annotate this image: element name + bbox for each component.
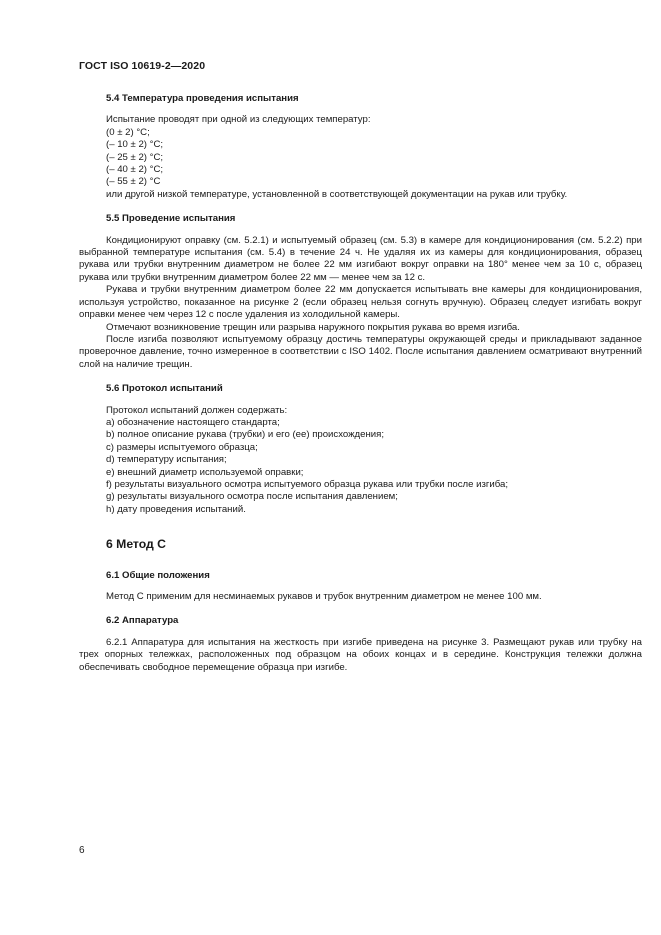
temperature-item: (– 25 ± 2) °C; — [106, 151, 164, 163]
list-item: h) дату проведения испытаний. — [106, 503, 246, 515]
list-item: d) температуру испытания; — [106, 454, 227, 466]
section-heading: 5.4 Температура проведения испытания — [106, 93, 299, 104]
temperature-item: (0 ± 2) °C; — [106, 126, 150, 138]
temperature-item: (– 55 ± 2) °C — [106, 176, 161, 188]
section-heading: 6.2 Аппаратура — [106, 615, 179, 627]
section-5-6 — [79, 383, 642, 516]
section-5-5 — [79, 213, 642, 371]
paragraph: 6.2.1 Аппаратура для испытания на жесткость при изгибе приведена на рисунке 3. Размещают рукав или трубку на трех опорных тележках, расположенных под образцом на обоих концах и в середине. Конструкция тележки должна обеспечивать свободное перемещение образца при изгибе. — [79, 636, 642, 673]
temperature-item: (– 10 ± 2) °C; — [106, 139, 164, 151]
paragraph: Кондиционируют оправку (см. 5.2.1) и испытуемый образец (см. 5.3) в камере для кондиционирования (см. 5.2.2) при выбранной температуре испытания (см. 5.4) в течение 24 ч. Не удаляя их из камеры для кондиционирования, образец рукава или трубки внутренним диаметром не более 22 мм изгибают вокруг оправки на 180° менее чем за 10 с, образец рукава или трубки внутренним диаметром более 22 мм — менее чем за 12 с. — [79, 234, 642, 283]
document-body — [79, 93, 642, 686]
section-6-1 — [79, 570, 642, 604]
section-heading: 5.5 Проведение испытания — [106, 213, 236, 225]
page-number: 6 — [79, 845, 85, 856]
paragraph: После изгиба позволяют испытуемому образцу достичь температуры окружающей среды и прикладывают заданное проверочное давление, точно измеренное в соответствии с ISO 1402. После испытания давлением осматривают внутренний слой на наличие трещин. — [79, 333, 642, 370]
section-6-2 — [79, 615, 642, 674]
list-item: g) результаты визуального осмотра после испытания давлением; — [106, 491, 398, 503]
temperature-item: (– 40 ± 2) °C; — [106, 164, 164, 176]
list-item: e) внешний диаметр используемой оправки; — [106, 466, 304, 478]
paragraph: Метод С применим для несминаемых рукавов и трубок внутренним диаметром не менее 100 мм. — [106, 591, 542, 602]
list-item: c) размеры испытуемого образца; — [106, 441, 258, 453]
paragraph: Отмечают возникновение трещин или разрыва наружного покрытия рукава во время изгиба. — [106, 321, 520, 333]
standard-header: ГОСТ ISO 10619-2—2020 — [79, 60, 206, 72]
section-heading: 6.1 Общие положения — [106, 569, 210, 581]
list-item: a) обозначение настоящего стандарта; — [106, 416, 280, 428]
section-5-4 — [79, 93, 642, 201]
section-heading: 5.6 Протокол испытаний — [106, 383, 223, 395]
list-item: b) полное описание рукава (трубки) и его (ее) происхождения; — [106, 429, 385, 441]
paragraph: или другой низкой температуре, установленной в соответствующей документации на рукав или трубку. — [106, 188, 568, 200]
list-item: f) результаты визуального осмотра испытуемого образца рукава или трубки после изгиба; — [106, 478, 509, 490]
chapter-heading: 6 Метод С — [106, 537, 166, 552]
paragraph: Рукава и трубки внутренним диаметром более 22 мм допускается испытывать вне камеры для кондиционирования, используя устройство, показанное на рисунке 2 (если образец нельзя согнуть вручную). Образец следует изгибать вокруг оправки менее чем через 12 с после удаления из холодильной камеры. — [79, 284, 642, 321]
paragraph: Протокол испытаний должен содержать: — [106, 404, 288, 416]
paragraph: Испытание проводят при одной из следующих температур: — [106, 114, 371, 126]
